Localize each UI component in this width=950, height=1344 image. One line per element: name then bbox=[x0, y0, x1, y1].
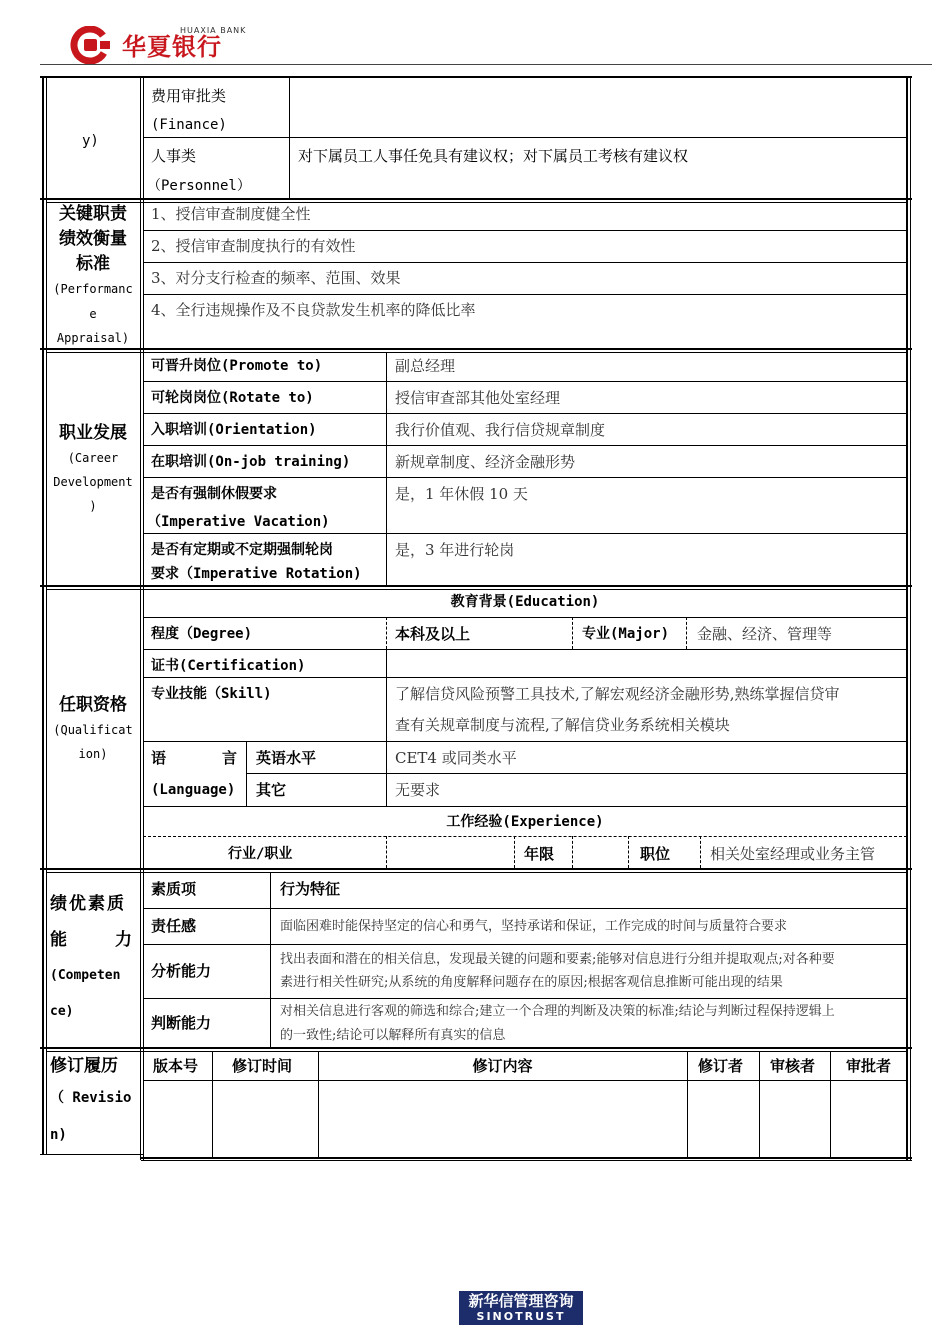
industry-label: 行业/职业 bbox=[228, 846, 293, 862]
revision-col-content: 修订内容 bbox=[472, 1057, 533, 1075]
competence-label-cn-2a: 能 bbox=[50, 930, 67, 950]
revision-col-time: 修订时间 bbox=[232, 1057, 293, 1075]
experience-header: 工作经验(Experience) bbox=[446, 814, 604, 830]
personnel-label-cn: 人事类 bbox=[151, 147, 197, 165]
career-label-cn: 职业发展 bbox=[59, 423, 127, 443]
english-label: 英语水平 bbox=[256, 749, 317, 767]
sinotrust-logo bbox=[459, 1291, 583, 1325]
rotation-label-2: 要求（Imperative Rotation) bbox=[151, 566, 362, 582]
career-label-en-3: ) bbox=[89, 499, 97, 513]
competence-desc: 素进行相关性研究;从系统的角度解释问题存在的原因;根据客观信息推断可能出现的结果 bbox=[280, 975, 783, 990]
competence-label-cn-2 bbox=[50, 922, 136, 958]
col-behavior: 行为特征 bbox=[280, 880, 341, 898]
performance-item: 2、授信审查制度执行的有效性 bbox=[151, 237, 356, 255]
performance-section-label bbox=[46, 202, 140, 350]
rotation-value: 是，3 年进行轮岗 bbox=[395, 541, 515, 559]
revision-col-reviewer: 审核者 bbox=[770, 1057, 816, 1075]
orientation-label: 入职培训(Orientation) bbox=[151, 422, 317, 438]
language-label-2: (Language) bbox=[151, 782, 236, 798]
performance-item: 4、全行违规操作及不良贷款发生机率的降低比率 bbox=[151, 301, 476, 319]
competence-section-label bbox=[50, 886, 136, 1030]
qualification-section-label bbox=[46, 692, 140, 766]
orientation-value: 我行价值观、我行信贷规章制度 bbox=[395, 421, 606, 439]
skill-value-2: 查有关规章制度与流程,了解信贷业务系统相关模块 bbox=[395, 716, 730, 734]
certification-label: 证书(Certification) bbox=[151, 658, 306, 674]
competence-desc: 的一致性;结论可以解释所有真实的信息 bbox=[280, 1028, 506, 1043]
performance-label-cn-3: 标准 bbox=[76, 254, 110, 274]
performance-label-cn-1: 关键职责 bbox=[59, 204, 127, 224]
bank-logo bbox=[70, 26, 250, 66]
years-label: 年限 bbox=[524, 845, 555, 863]
revision-col-reviser: 修订者 bbox=[698, 1057, 744, 1075]
rotation-label-1: 是否有定期或不定期强制轮岗 bbox=[151, 542, 333, 558]
competence-desc: 面临困难时能保持坚定的信心和勇气，坚持承诺和保证，工作完成的时间与质量符合要求 bbox=[280, 919, 788, 934]
huaxia-bank-emblem bbox=[70, 26, 112, 64]
sinotrust-brand-en: SINOTRUST bbox=[476, 1310, 566, 1323]
personnel-value: 对下属员工人事任免具有建议权；对下属员工考核有建议权 bbox=[298, 147, 689, 165]
competence-label-cn-1: 绩优素质 bbox=[50, 894, 126, 914]
english-value: CET4 或同类水平 bbox=[395, 749, 517, 767]
bank-name-en: HUAXIA BANK bbox=[180, 26, 247, 35]
qualification-label-cn: 任职资格 bbox=[59, 695, 127, 715]
authority-section-label: y) bbox=[82, 133, 99, 149]
competence-name: 责任感 bbox=[151, 917, 197, 935]
major-label: 专业(Major) bbox=[582, 626, 670, 642]
finance-label-en: (Finance) bbox=[151, 117, 227, 133]
revision-label-en-2: n) bbox=[50, 1127, 67, 1143]
career-label-en-1: (Career bbox=[67, 451, 119, 465]
revision-section-label bbox=[50, 1052, 138, 1154]
performance-label-en-3: Appraisal) bbox=[56, 331, 130, 345]
other-value: 无要求 bbox=[395, 781, 441, 799]
position-label: 职位 bbox=[640, 845, 671, 863]
competence-label-cn-2b: 力 bbox=[115, 930, 132, 950]
vacation-label-2: （Imperative Vacation) bbox=[147, 514, 330, 530]
career-label-en-2: Development bbox=[53, 475, 133, 489]
qualification-label-en-1: (Qualificat bbox=[53, 723, 133, 737]
vacation-value: 是，1 年休假 10 天 bbox=[395, 485, 528, 503]
language-label-1a: 语 bbox=[151, 749, 167, 767]
rotate-label: 可轮岗岗位(Rotate to) bbox=[151, 390, 314, 406]
performance-item: 1、授信审查制度健全性 bbox=[151, 205, 311, 223]
promote-value: 副总经理 bbox=[395, 357, 456, 375]
competence-desc: 对相关信息进行客观的筛选和综合;建立一个合理的判断及决策的标准;结论与判断过程保持逻辑上 bbox=[280, 1004, 835, 1019]
header-rule bbox=[40, 64, 932, 65]
competence-desc: 找出表面和潜在的相关信息，发现最关键的问题和要素;能够对信息进行分组并提取观点;对各种要 bbox=[280, 952, 835, 967]
revision-label-cn: 修订履历 bbox=[50, 1056, 118, 1076]
competence-label-en-1: (Competen bbox=[50, 968, 121, 983]
competence-label-en-2: ce) bbox=[50, 1004, 74, 1019]
rotate-value: 授信审查部其他处室经理 bbox=[395, 389, 561, 407]
bank-name-cn: 华夏银行 bbox=[122, 33, 222, 61]
skill-value-1: 了解信贷风险预警工具技术,了解宏观经济金融形势,熟练掌握信贷审 bbox=[395, 685, 840, 703]
revision-col-version: 版本号 bbox=[153, 1057, 199, 1075]
position-value: 相关处室经理或业务主管 bbox=[710, 845, 876, 863]
degree-label: 程度（Degree) bbox=[151, 626, 253, 642]
col-quality: 素质项 bbox=[151, 880, 197, 898]
vacation-label-1: 是否有强制休假要求 bbox=[151, 486, 277, 502]
performance-label-cn-2: 绩效衡量 bbox=[59, 229, 127, 249]
language-label-1b: 言 bbox=[222, 749, 238, 767]
education-header: 教育背景(Education) bbox=[450, 594, 600, 610]
other-label: 其它 bbox=[256, 781, 287, 799]
performance-label-en-1: (Performanc bbox=[53, 282, 133, 296]
performance-label-en-2: e bbox=[89, 307, 97, 321]
competence-name: 判断能力 bbox=[151, 1014, 212, 1032]
major-value: 金融、经济、管理等 bbox=[697, 625, 833, 643]
sinotrust-brand-cn: 新华信管理咨询 bbox=[468, 1292, 574, 1310]
onjob-label: 在职培训(On-job training) bbox=[151, 454, 351, 470]
revision-label-en-1: （ Revisio bbox=[50, 1090, 132, 1106]
degree-value: 本科及以上 bbox=[395, 625, 471, 643]
performance-item: 3、对分支行检查的频率、范围、效果 bbox=[151, 269, 401, 287]
career-section-label bbox=[46, 420, 140, 518]
finance-label-cn: 费用审批类 bbox=[151, 87, 227, 105]
promote-label: 可晋升岗位(Promote to) bbox=[151, 358, 323, 374]
personnel-label-en: （Personnel） bbox=[147, 178, 251, 194]
onjob-value: 新规章制度、经济金融形势 bbox=[395, 453, 576, 471]
skill-label: 专业技能（Skill) bbox=[151, 686, 272, 702]
qualification-label-en-2: ion) bbox=[78, 747, 108, 761]
competence-name: 分析能力 bbox=[151, 962, 212, 980]
revision-col-approver: 审批者 bbox=[846, 1057, 892, 1075]
